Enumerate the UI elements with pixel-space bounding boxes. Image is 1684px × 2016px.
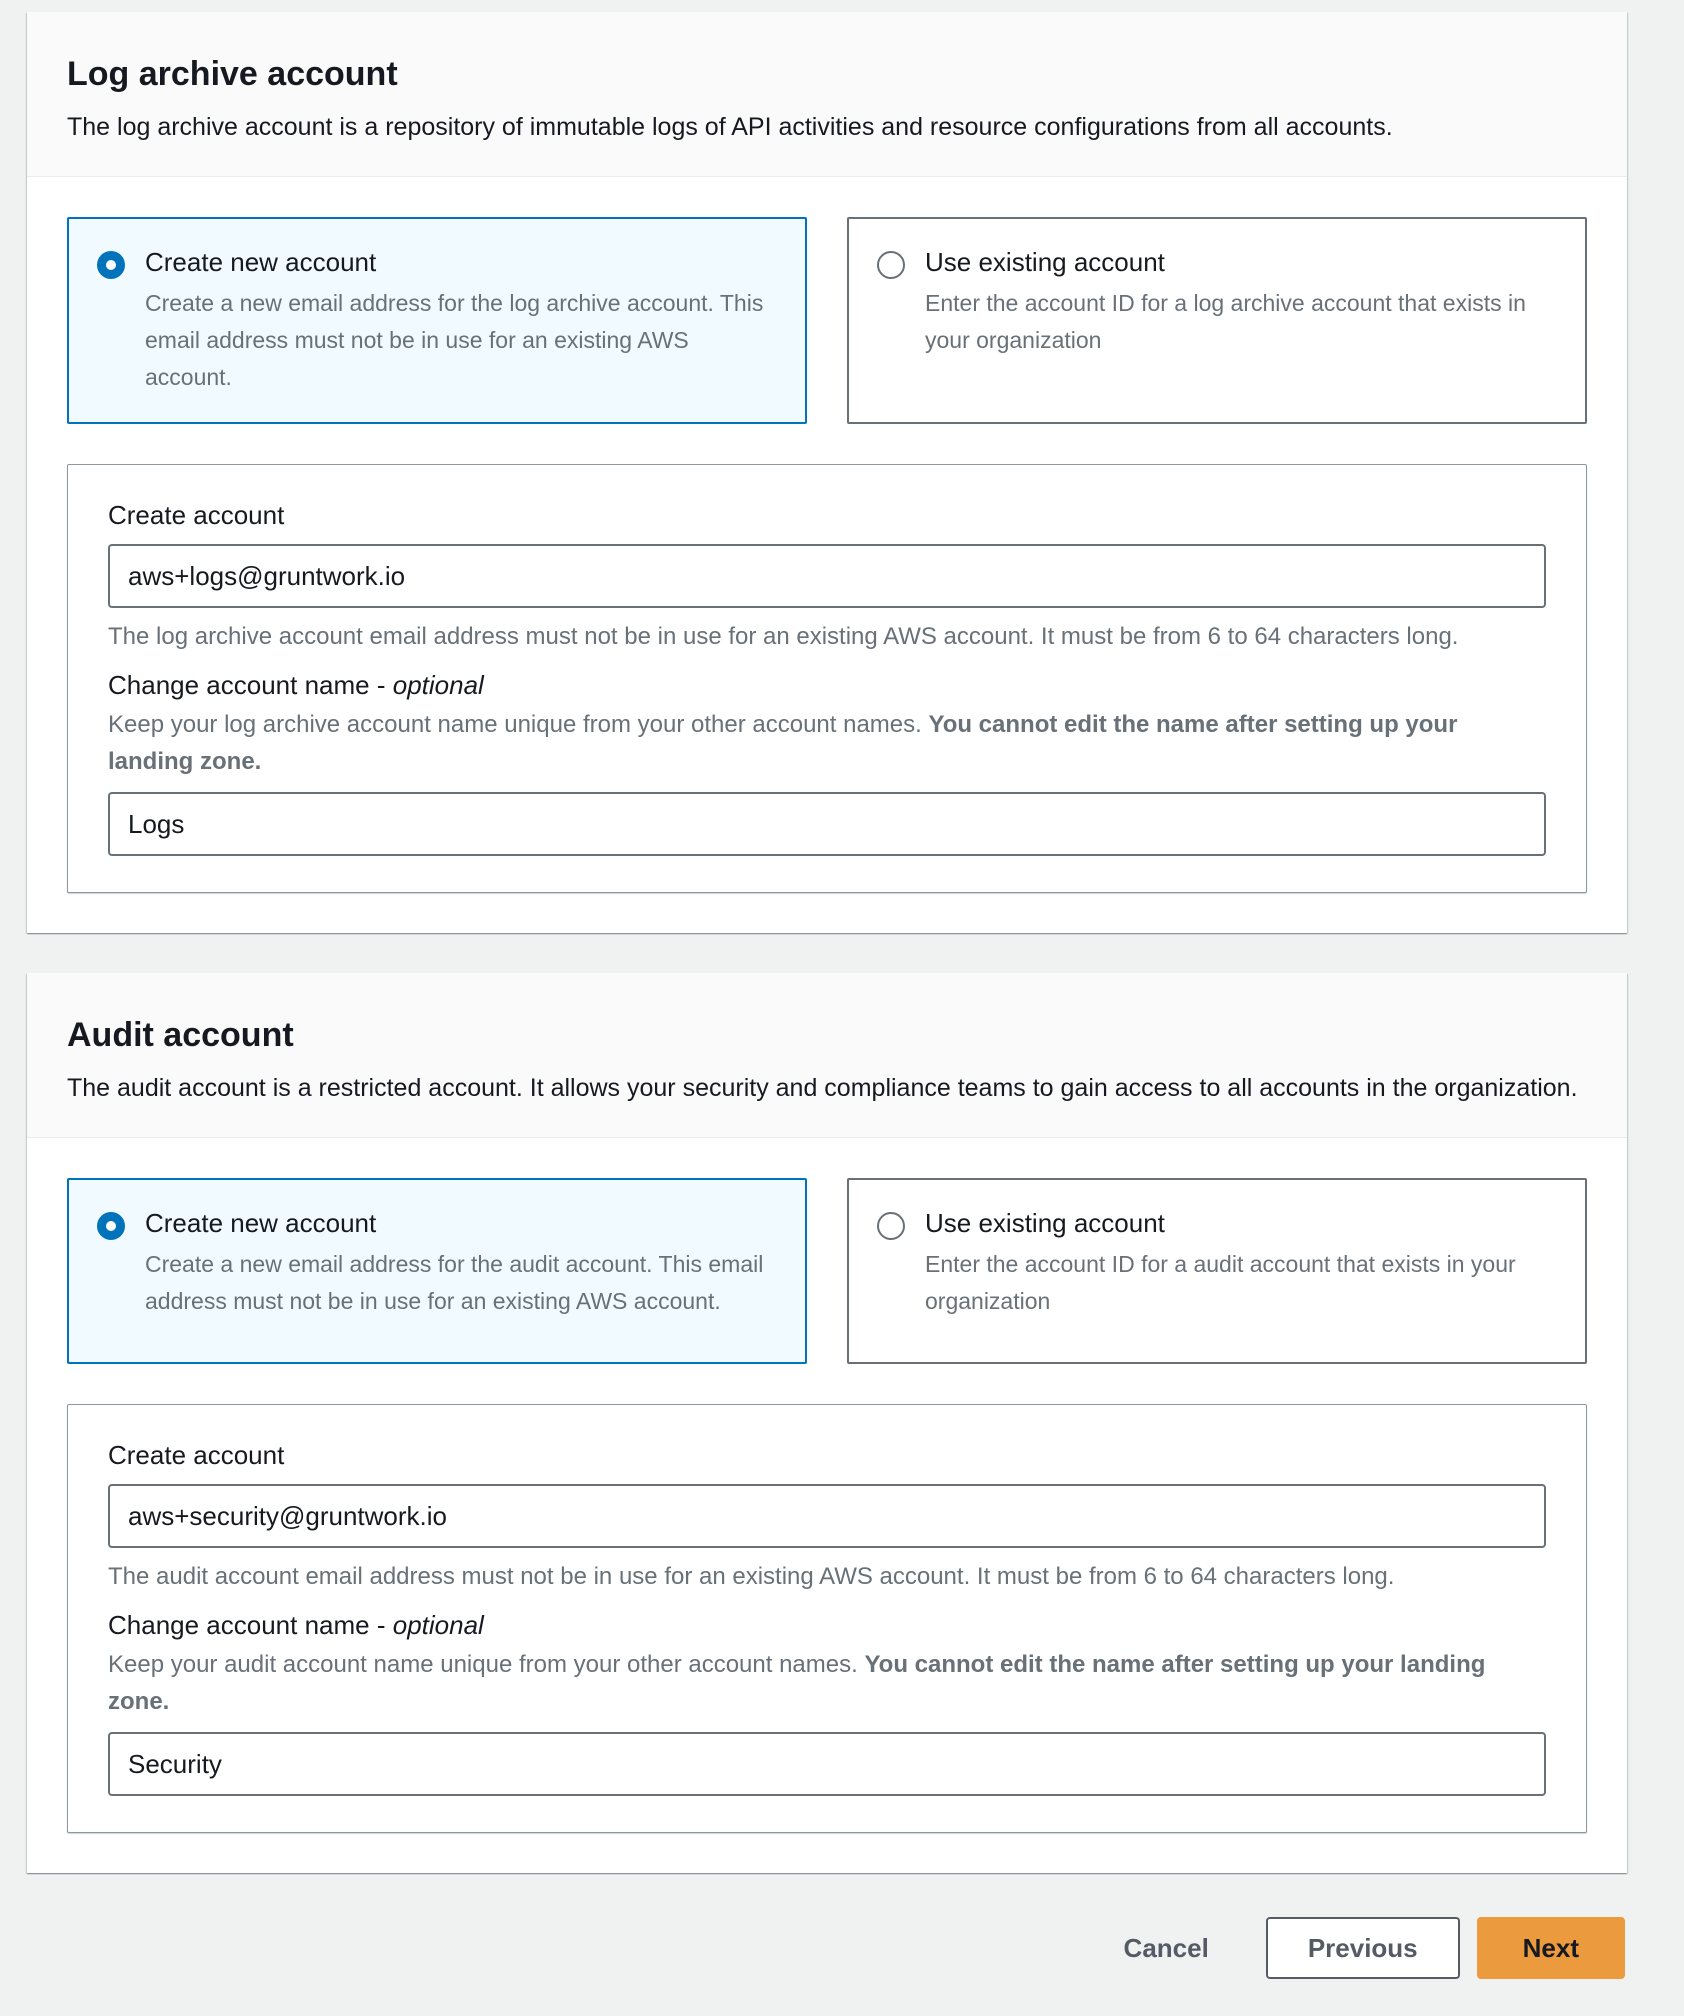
create-account-panel bbox=[67, 1404, 1587, 1833]
optional-label: optional bbox=[392, 1610, 484, 1640]
radio-unselected-icon[interactable] bbox=[877, 1212, 905, 1240]
email-field-label: Create account bbox=[108, 500, 285, 530]
section-description: The audit account is a restricted account. It allows your security and compliance teams to gain access to all accounts in the organization. bbox=[67, 1074, 1578, 1102]
tile-text bbox=[145, 245, 777, 396]
email-help-text: The audit account email address must not be in use for an existing AWS account. It must be from 6 to 64 characters long. bbox=[108, 1563, 1395, 1590]
radio-selected-icon[interactable] bbox=[97, 251, 125, 279]
label-separator: - bbox=[369, 1610, 393, 1640]
tile-description: Create a new email address for the log archive account. This email address must not be in use for an existing AWS account. bbox=[145, 290, 764, 390]
audit-account-section bbox=[27, 973, 1627, 1873]
account-name-input[interactable] bbox=[108, 792, 1546, 856]
wizard-footer-actions bbox=[27, 1917, 1625, 1979]
email-input[interactable] bbox=[108, 1484, 1546, 1548]
tile-title: Create new account bbox=[145, 1208, 377, 1238]
log-archive-section-body bbox=[27, 177, 1627, 933]
create-new-account-tile[interactable] bbox=[67, 1178, 807, 1364]
audit-section-header bbox=[27, 973, 1627, 1138]
account-name-help-normal: Keep your audit account name unique from your other account names. bbox=[108, 1651, 858, 1678]
account-name-help-text bbox=[108, 1646, 1546, 1720]
log-archive-account-section bbox=[27, 12, 1627, 933]
account-name-help-text bbox=[108, 706, 1546, 780]
previous-button[interactable]: Previous bbox=[1266, 1917, 1460, 1979]
use-existing-account-tile[interactable] bbox=[847, 1178, 1587, 1364]
create-account-panel bbox=[67, 464, 1587, 893]
tile-text bbox=[925, 245, 1557, 359]
tile-text bbox=[925, 1206, 1557, 1320]
next-button[interactable]: Next bbox=[1477, 1917, 1625, 1979]
optional-label: optional bbox=[392, 670, 484, 700]
use-existing-account-tile[interactable] bbox=[847, 217, 1587, 424]
section-title: Audit account bbox=[67, 1016, 294, 1054]
account-name-field-label bbox=[108, 1609, 1546, 1642]
audit-section-body bbox=[27, 1138, 1627, 1873]
account-name-help-normal: Keep your log archive account name unique from your other account names. bbox=[108, 711, 922, 738]
email-field-label: Create account bbox=[108, 1440, 285, 1470]
tile-description: Enter the account ID for a audit account that exists in your organization bbox=[925, 1251, 1516, 1314]
account-name-input[interactable] bbox=[108, 1732, 1546, 1796]
tile-title: Use existing account bbox=[925, 1208, 1165, 1238]
tile-title: Use existing account bbox=[925, 247, 1165, 277]
account-option-tiles bbox=[67, 1178, 1587, 1364]
account-name-label-text: Change account name bbox=[108, 670, 370, 700]
tile-description: Create a new email address for the audit account. This email address must not be in use for an existing AWS account. bbox=[145, 1251, 764, 1314]
section-title: Log archive account bbox=[67, 55, 398, 93]
account-name-help-bold: You cannot edit the name after setting up your landing zone. bbox=[108, 711, 1458, 775]
tile-text bbox=[145, 1206, 777, 1320]
label-separator: - bbox=[369, 670, 393, 700]
cancel-button[interactable]: Cancel bbox=[1124, 1917, 1209, 1979]
account-name-label-text: Change account name bbox=[108, 1610, 370, 1640]
email-input[interactable] bbox=[108, 544, 1546, 608]
radio-selected-icon[interactable] bbox=[97, 1212, 125, 1240]
email-help-text: The log archive account email address must not be in use for an existing AWS account. It must be from 6 to 64 characters long. bbox=[108, 623, 1459, 650]
tile-title: Create new account bbox=[145, 247, 377, 277]
create-new-account-tile[interactable] bbox=[67, 217, 807, 424]
radio-unselected-icon[interactable] bbox=[877, 251, 905, 279]
section-description: The log archive account is a repository of immutable logs of API activities and resource configurations from all accounts. bbox=[67, 113, 1393, 141]
account-name-field-label bbox=[108, 669, 1546, 702]
log-archive-section-header bbox=[27, 12, 1627, 177]
account-name-help-bold: You cannot edit the name after setting up your landing zone. bbox=[108, 1651, 1486, 1715]
tile-description: Enter the account ID for a log archive account that exists in your organization bbox=[925, 290, 1526, 353]
account-option-tiles bbox=[67, 217, 1587, 424]
